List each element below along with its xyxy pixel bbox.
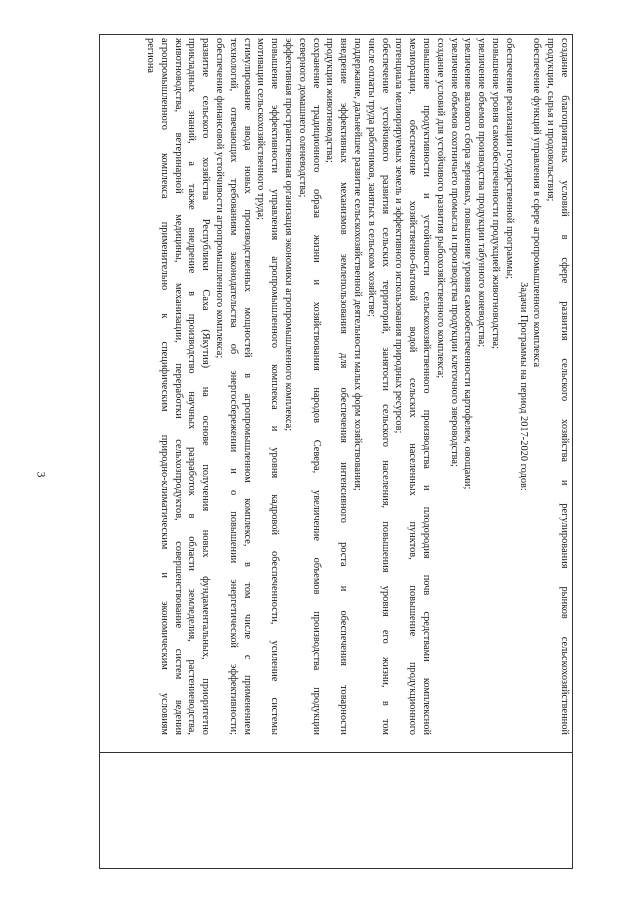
program-objectives-text <box>99 34 573 739</box>
text-line: продукции животноводства; <box>324 38 336 163</box>
text-line: создание благоприятных условий в сфере развития сельского хозяйства и регулирования рынков сельскохозяйственной <box>559 38 570 735</box>
text-line: повышение уровня самообеспеченности продукцией животноводства; <box>490 38 502 350</box>
text-line: обеспечение устойчивого развития сельских территорий, занятости сельского населения, повышения уровня его жизни, в том <box>379 38 391 735</box>
text-line: мелиорации, обеспечение хозяйственно-бытовой водой сельских населенных пунктов, повышение продукционного <box>407 38 419 735</box>
text-line: сохранение традиционного образа жизни и хозяйствования народов Севера, увеличение объемов производства продукции <box>310 38 322 735</box>
text-line: агропромышленного комплекса применительно к специфическим природно-климатическим и экономическим условиям <box>158 38 170 735</box>
text-line: эффективная пространственная организация экономики агропромышленного комплекса; <box>283 38 295 432</box>
text-line: технологий, отвечающих требованиям законодательства об энергосбережении и о повышении энергетической эффективности; <box>227 38 239 735</box>
table-column-divider <box>100 752 572 753</box>
text-line: стимулирование ввода новых производственных мощностей в агропромышленном комплексе, в том числе с применением <box>241 38 253 735</box>
text-line: повышение эффективности управления агропромышленного комплекса и уровня кадровой обеспеченности, усиление системы <box>269 38 281 735</box>
text-line: увеличение объемов производства продукции табунного коневодства; <box>476 38 488 348</box>
text-line: поддержание, дальнейшее развитие сельскохозяйственной деятельности малых форм хозяйствования; <box>352 38 364 491</box>
text-line: прикладных знаний, а также внедрение в производство научных разработок в области земледелия, растениеводства, <box>186 38 198 735</box>
text-line: развитие сельского хозяйства Республики Саха (Якутия) на основе получения новых фундаментальных, приоритетно <box>200 38 212 735</box>
text-line: продукции, сырья и продовольствия; <box>545 38 557 202</box>
tasks-heading: Задачи Программы на период 2017-2020 годов: <box>517 282 529 491</box>
page-number: 3 <box>34 471 49 478</box>
text-line: обеспечение финансовой устойчивости агропромышленного комплекса; <box>214 38 226 359</box>
text-line: увеличение валового сбора зерновых, повышение уровня самообеспеченности картофелем, овощами; <box>462 38 474 490</box>
text-line: обеспечение функций управления в сфере агропромышленного комплекса <box>531 38 543 368</box>
text-line: обеспечение реализации государственной программы; <box>503 38 515 279</box>
text-line: животноводства, ветеринарной медицины, механизации, переработки сельхозпродуктов, совершенствование систем ведения <box>172 38 184 735</box>
text-line: региона <box>145 38 157 73</box>
text-line: числе оплаты труда работников, занятых в сельском хозяйстве; <box>365 38 377 317</box>
text-line: повышение продуктивности и устойчивости сельскохозяйственного производства и плодородия почв средствами комплексной <box>421 38 433 735</box>
text-line: северного домашнего оленеводства; <box>296 38 308 198</box>
text-line: увеличение объемов охотничьего промысла и производства продукции клеточного звероводства; <box>448 38 460 467</box>
text-line: мотивации сельскохозяйственного труда; <box>255 38 267 220</box>
text-line: внедрение эффективных механизмов землепользования для обеспечения интенсивного роста и обеспечения товарности <box>338 38 350 735</box>
text-line: создание условий для устойчивого развития рыбохозяйственного комплекса; <box>434 38 446 379</box>
text-line: потенциала мелиорируемых земель и эффективного использования природных ресурсов; <box>393 38 405 434</box>
